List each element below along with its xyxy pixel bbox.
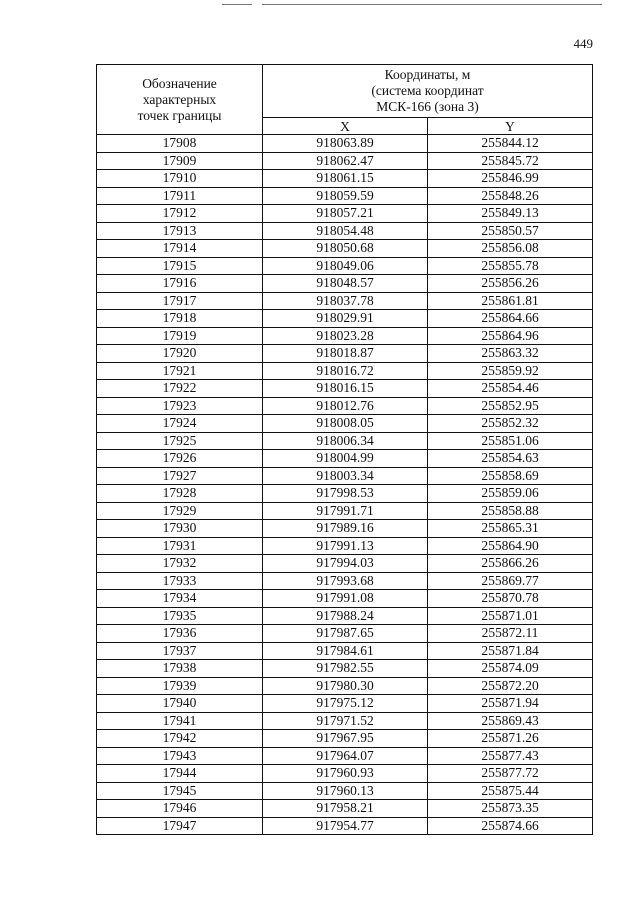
header-line: точек границы [137,107,222,123]
point-id-cell: 17941 [97,712,263,730]
coordinates-header [263,65,593,118]
header-line: характерных [142,91,217,107]
point-id-cell: 17916 [97,275,263,293]
x-coordinate-cell: 918059.59 [263,187,428,205]
point-id-cell: 17918 [97,310,263,328]
x-coordinate-cell: 917960.13 [263,782,428,800]
table-row [97,502,593,520]
x-coordinate-cell: 917993.68 [263,572,428,590]
x-coordinate-cell: 917991.08 [263,590,428,608]
y-coordinate-cell: 255850.57 [428,222,593,240]
table-row [97,747,593,765]
table-row [97,642,593,660]
y-coordinate-cell: 255871.84 [428,642,593,660]
y-coordinate-cell: 255865.31 [428,520,593,538]
table-row [97,345,593,363]
x-coordinate-cell: 918023.28 [263,327,428,345]
x-coordinate-cell: 918029.91 [263,310,428,328]
table-body [97,135,593,835]
table-row [97,170,593,188]
coordinates-table [96,64,593,835]
x-coordinate-cell: 918037.78 [263,292,428,310]
table-row [97,800,593,818]
table-row [97,362,593,380]
scan-artifact-line [262,4,602,5]
y-coordinate-cell: 255846.99 [428,170,593,188]
table-row [97,222,593,240]
table-row [97,152,593,170]
point-id-cell: 17928 [97,485,263,503]
x-coordinate-cell: 918012.76 [263,397,428,415]
point-id-cell: 17909 [97,152,263,170]
x-coordinate-cell: 918016.15 [263,380,428,398]
point-id-cell: 17930 [97,520,263,538]
y-coordinate-cell: 255875.44 [428,782,593,800]
y-coordinate-cell: 255861.81 [428,292,593,310]
table-row [97,275,593,293]
y-coordinate-cell: 255849.13 [428,205,593,223]
table-row [97,625,593,643]
point-id-cell: 17940 [97,695,263,713]
y-coordinate-cell: 255866.26 [428,555,593,573]
x-coordinate-cell: 917967.95 [263,730,428,748]
x-coordinate-cell: 917987.65 [263,625,428,643]
y-column-header: Y [428,118,593,135]
y-coordinate-cell: 255871.94 [428,695,593,713]
x-coordinate-cell: 917960.93 [263,765,428,783]
table-row [97,257,593,275]
point-id-cell: 17926 [97,450,263,468]
table-row [97,730,593,748]
point-id-cell: 17929 [97,502,263,520]
table-row [97,520,593,538]
point-id-cell: 17935 [97,607,263,625]
point-id-cell: 17913 [97,222,263,240]
x-coordinate-cell: 918050.68 [263,240,428,258]
page-number: 449 [573,36,593,51]
y-coordinate-cell: 255864.90 [428,537,593,555]
x-coordinate-cell: 917991.13 [263,537,428,555]
point-id-cell: 17908 [97,135,263,153]
x-coordinate-cell: 918003.34 [263,467,428,485]
x-coordinate-cell: 917958.21 [263,800,428,818]
y-coordinate-cell: 255844.12 [428,135,593,153]
x-coordinate-cell: 918004.99 [263,450,428,468]
y-coordinate-cell: 255864.66 [428,310,593,328]
table-row [97,765,593,783]
y-coordinate-cell: 255855.78 [428,257,593,275]
table-row [97,660,593,678]
point-id-cell: 17938 [97,660,263,678]
x-column-header: X [263,118,428,135]
x-coordinate-cell: 918006.34 [263,432,428,450]
x-coordinate-cell: 917988.24 [263,607,428,625]
table-row [97,240,593,258]
x-coordinate-cell: 918054.48 [263,222,428,240]
point-id-cell: 17911 [97,187,263,205]
x-coordinate-cell: 918049.06 [263,257,428,275]
y-coordinate-cell: 255869.43 [428,712,593,730]
table-row [97,572,593,590]
x-coordinate-cell: 917984.61 [263,642,428,660]
y-coordinate-cell: 255872.20 [428,677,593,695]
y-coordinate-cell: 255864.96 [428,327,593,345]
point-id-cell: 17936 [97,625,263,643]
point-id-cell: 17931 [97,537,263,555]
table-row [97,817,593,835]
point-id-cell: 17939 [97,677,263,695]
y-coordinate-cell: 255852.95 [428,397,593,415]
y-coordinate-cell: 255856.26 [428,275,593,293]
x-coordinate-cell: 917989.16 [263,520,428,538]
table-row [97,485,593,503]
y-coordinate-cell: 255871.01 [428,607,593,625]
x-coordinate-cell: 918057.21 [263,205,428,223]
x-coordinate-cell: 917982.55 [263,660,428,678]
point-id-cell: 17920 [97,345,263,363]
point-id-cell: 17942 [97,730,263,748]
point-id-cell: 17932 [97,555,263,573]
table-row [97,380,593,398]
y-coordinate-cell: 255874.66 [428,817,593,835]
y-coordinate-cell: 255871.26 [428,730,593,748]
y-coordinate-cell: 255877.72 [428,765,593,783]
point-id-cell: 17922 [97,380,263,398]
x-coordinate-cell: 918062.47 [263,152,428,170]
table-row [97,782,593,800]
point-id-cell: 17927 [97,467,263,485]
y-coordinate-cell: 255856.08 [428,240,593,258]
y-coordinate-cell: 255877.43 [428,747,593,765]
y-coordinate-cell: 255870.78 [428,590,593,608]
point-id-cell: 17947 [97,817,263,835]
y-coordinate-cell: 255848.26 [428,187,593,205]
table-row [97,467,593,485]
header-line: МСК-166 (зона 3) [376,99,479,114]
point-id-cell: 17933 [97,572,263,590]
y-coordinate-cell: 255863.32 [428,345,593,363]
point-id-cell: 17946 [97,800,263,818]
table-row [97,450,593,468]
y-coordinate-cell: 255873.35 [428,800,593,818]
x-coordinate-cell: 917964.07 [263,747,428,765]
y-coordinate-cell: 255851.06 [428,432,593,450]
y-coordinate-cell: 255859.06 [428,485,593,503]
point-id-cell: 17921 [97,362,263,380]
x-coordinate-cell: 917975.12 [263,695,428,713]
table-row [97,397,593,415]
point-id-cell: 17943 [97,747,263,765]
y-coordinate-cell: 255874.09 [428,660,593,678]
y-coordinate-cell: 255852.32 [428,415,593,433]
table-row [97,310,593,328]
point-id-cell: 17915 [97,257,263,275]
point-id-cell: 17924 [97,415,263,433]
table-row [97,590,593,608]
x-coordinate-cell: 917980.30 [263,677,428,695]
x-coordinate-cell: 917994.03 [263,555,428,573]
point-id-cell: 17923 [97,397,263,415]
header-line: Координаты, м [384,67,471,82]
point-id-cell: 17917 [97,292,263,310]
x-coordinate-cell: 918008.05 [263,415,428,433]
point-id-cell: 17944 [97,765,263,783]
table-row [97,205,593,223]
point-id-cell: 17937 [97,642,263,660]
x-coordinate-cell: 918018.87 [263,345,428,363]
x-coordinate-cell: 917998.53 [263,485,428,503]
y-coordinate-cell: 255845.72 [428,152,593,170]
table-row [97,327,593,345]
point-designation-header [97,65,263,135]
table-row [97,677,593,695]
y-coordinate-cell: 255854.63 [428,450,593,468]
y-coordinate-cell: 255872.11 [428,625,593,643]
y-coordinate-cell: 255869.77 [428,572,593,590]
point-id-cell: 17934 [97,590,263,608]
x-coordinate-cell: 917954.77 [263,817,428,835]
x-coordinate-cell: 917971.52 [263,712,428,730]
table-row [97,712,593,730]
x-coordinate-cell: 918061.15 [263,170,428,188]
table-row [97,432,593,450]
point-id-cell: 17919 [97,327,263,345]
table-row [97,415,593,433]
table-row [97,695,593,713]
x-coordinate-cell: 918048.57 [263,275,428,293]
x-coordinate-cell: 918016.72 [263,362,428,380]
table-row [97,607,593,625]
point-id-cell: 17945 [97,782,263,800]
point-id-cell: 17910 [97,170,263,188]
table-row [97,135,593,153]
header-line: (система координат [371,83,484,98]
y-coordinate-cell: 255858.88 [428,502,593,520]
y-coordinate-cell: 255854.46 [428,380,593,398]
table-row [97,555,593,573]
scan-artifact-line [222,4,252,5]
x-coordinate-cell: 918063.89 [263,135,428,153]
table-row [97,292,593,310]
y-coordinate-cell: 255858.69 [428,467,593,485]
point-id-cell: 17914 [97,240,263,258]
y-coordinate-cell: 255859.92 [428,362,593,380]
table-row [97,187,593,205]
header-line: Обозначение [142,75,217,91]
table-row [97,537,593,555]
x-coordinate-cell: 917991.71 [263,502,428,520]
point-id-cell: 17925 [97,432,263,450]
point-id-cell: 17912 [97,205,263,223]
